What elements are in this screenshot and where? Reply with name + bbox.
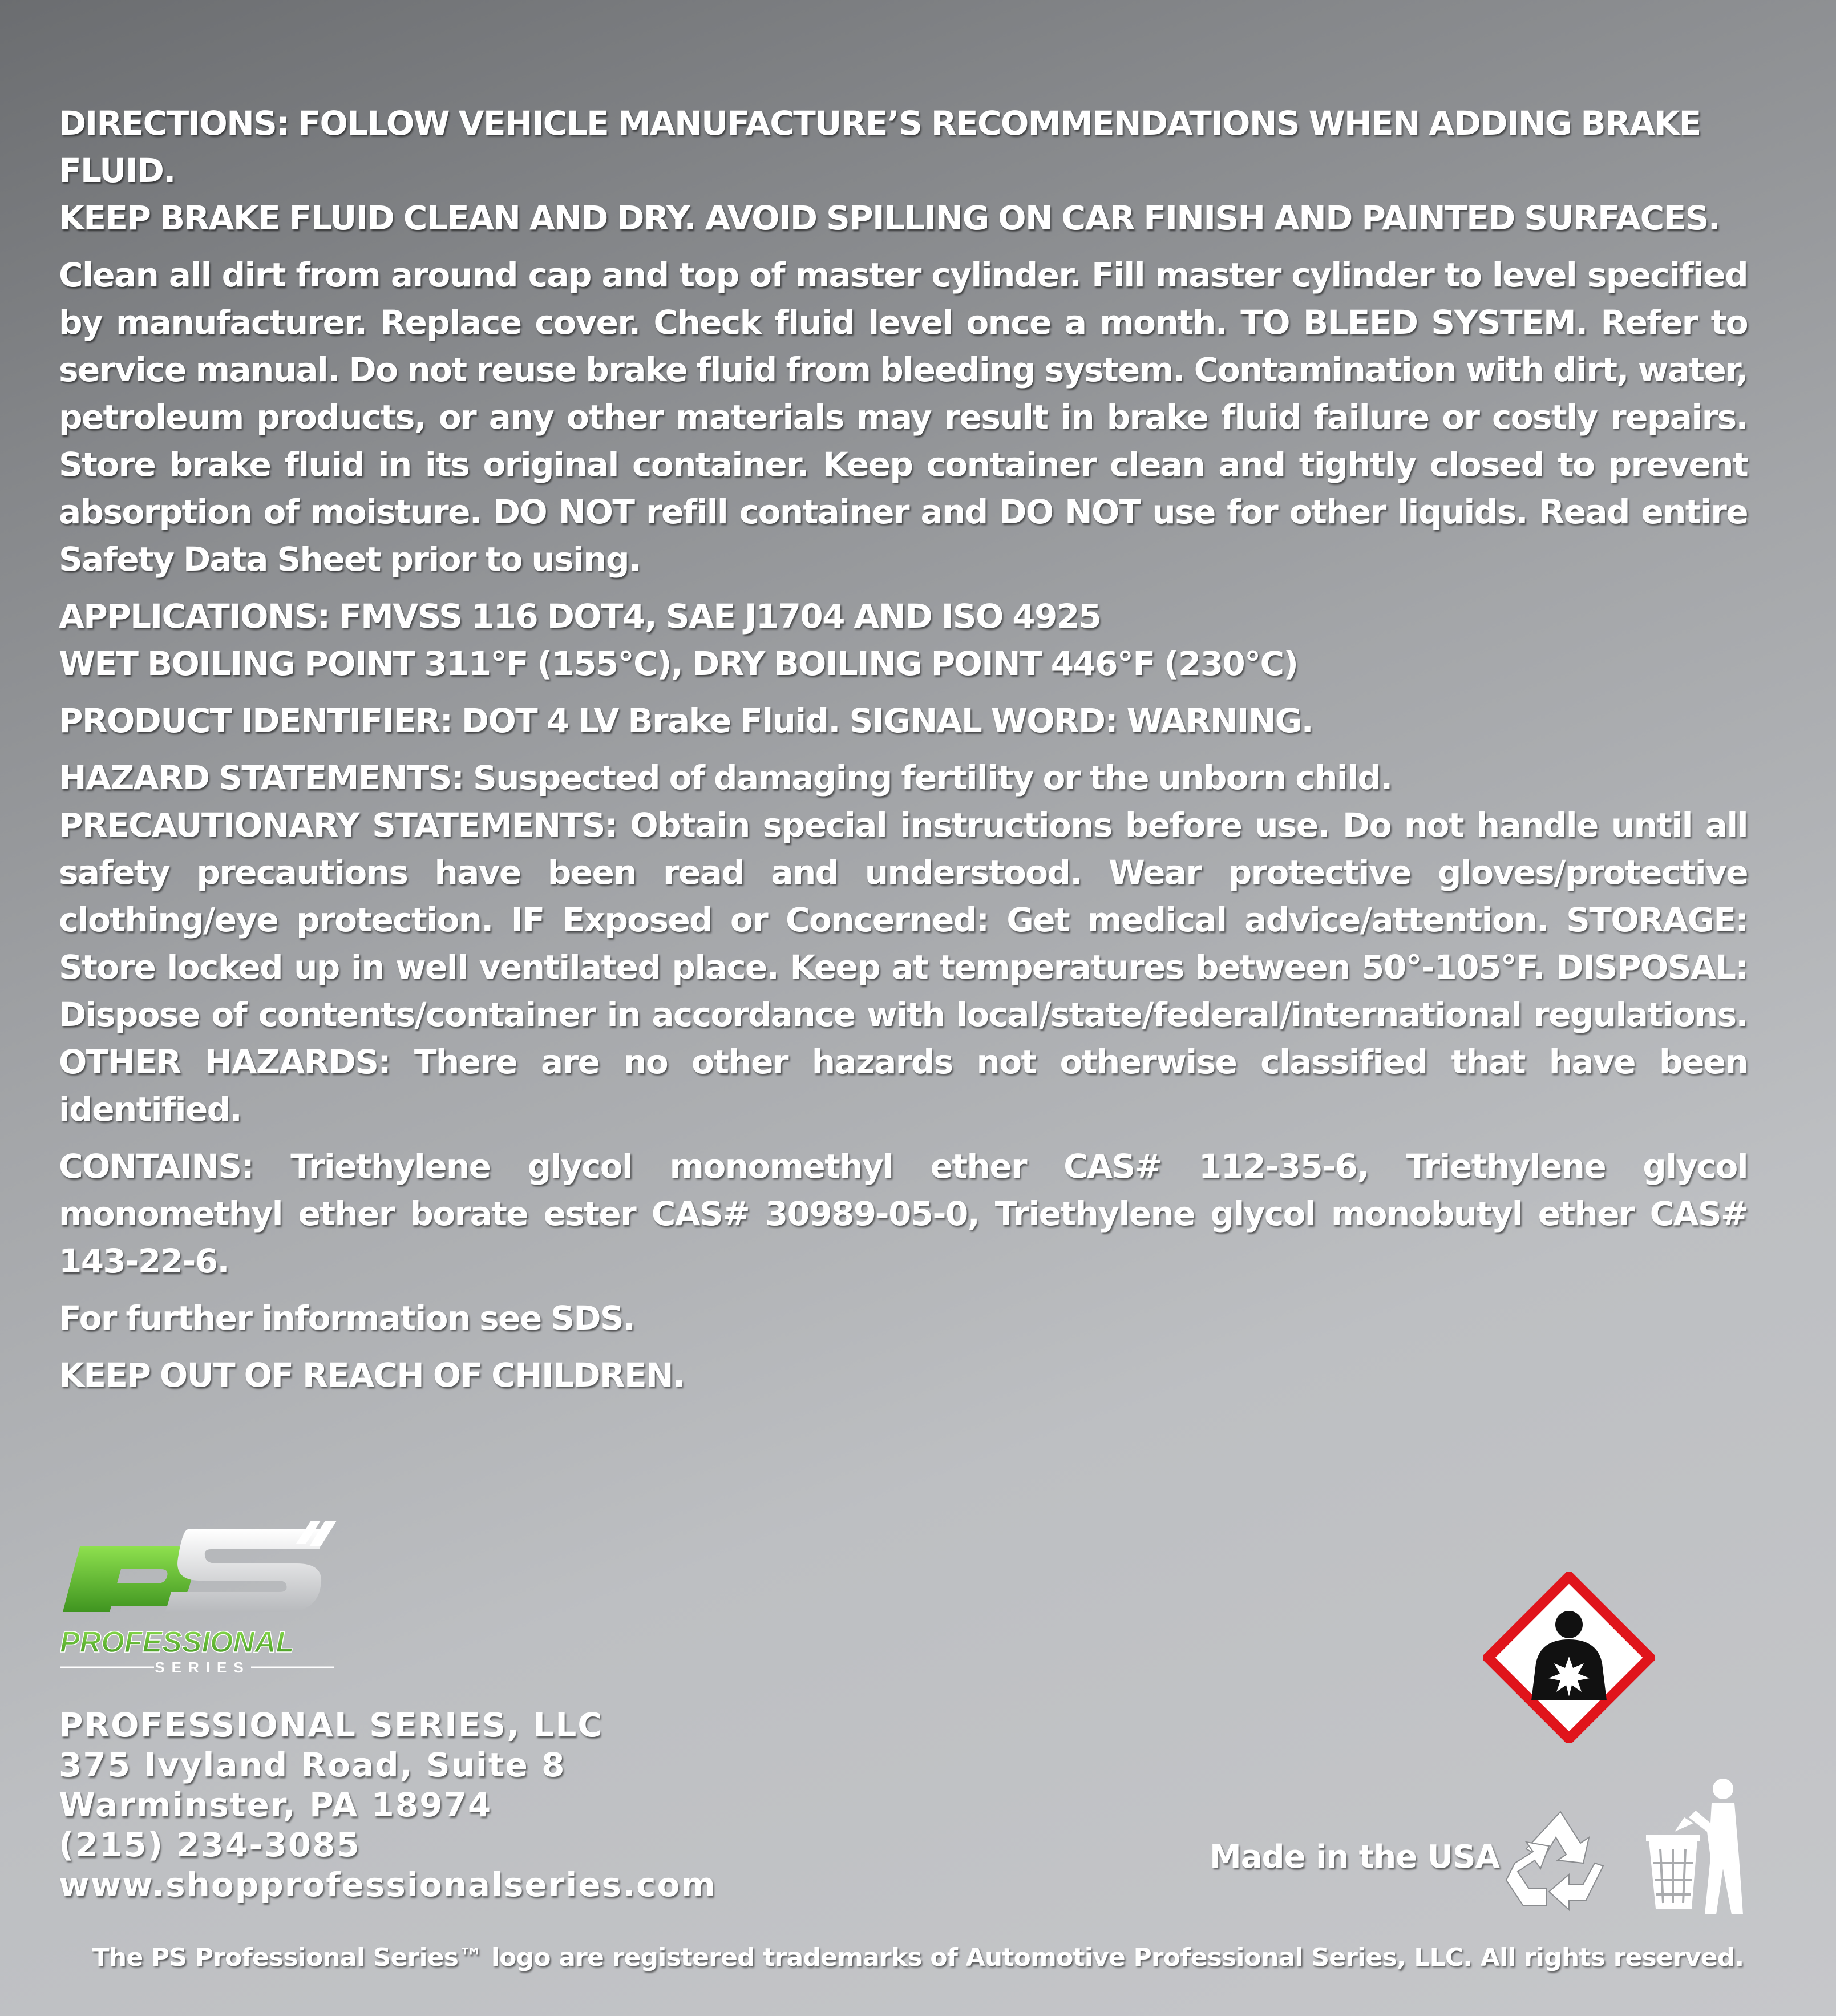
health-hazard-icon bbox=[1483, 1572, 1655, 1743]
further-info: For further information see SDS. bbox=[59, 1299, 635, 1338]
boiling-point-line: WET BOILING POINT 311°F (155°C), DRY BOILING POINT 446°F (230°C) bbox=[59, 644, 1298, 683]
company-address-line-2: Warminster, PA 18974 bbox=[59, 1785, 492, 1824]
company-info bbox=[59, 1705, 717, 1905]
applications-block bbox=[59, 593, 1748, 688]
svg-text:PROFESSIONAL: PROFESSIONAL bbox=[60, 1626, 294, 1659]
directions-heading bbox=[59, 100, 1748, 242]
tidyman-disposal-icon bbox=[1643, 1777, 1746, 1917]
directions-line-2: KEEP BRAKE FLUID CLEAN AND DRY. AVOID SPILLING ON CAR FINISH AND PAINTED SURFACES. bbox=[59, 199, 1720, 237]
keep-out-warning: KEEP OUT OF REACH OF CHILDREN. bbox=[59, 1356, 685, 1395]
recycle-icon bbox=[1503, 1806, 1617, 1914]
company-website: www.shopprofessionalseries.com bbox=[59, 1865, 717, 1904]
company-phone: (215) 234-3085 bbox=[59, 1825, 361, 1864]
ps-professional-series-logo bbox=[57, 1512, 342, 1683]
applications-line: APPLICATIONS: FMVSS 116 DOT4, SAE J1704 AND ISO 4925 bbox=[59, 597, 1101, 636]
hazard-statements: HAZARD STATEMENTS: Suspected of damaging fertility or the unborn child. bbox=[59, 758, 1392, 797]
svg-text:SERIES: SERIES bbox=[155, 1659, 250, 1676]
made-in-usa: Made in the USA bbox=[1210, 1839, 1499, 1876]
company-address-line-1: 375 Ivyland Road, Suite 8 bbox=[59, 1746, 566, 1784]
company-name: PROFESSIONAL SERIES, LLC bbox=[59, 1706, 603, 1744]
label-text bbox=[59, 100, 1748, 1409]
product-identifier: PRODUCT IDENTIFIER: DOT 4 LV Brake Fluid. SIGNAL WORD: WARNING. bbox=[59, 701, 1313, 740]
precautionary-statements: PRECAUTIONARY STATEMENTS: Obtain special instructions before use. Do not handle until all safety precautions have been read and understood. Wear protective gloves/protective clothing/eye protection. IF Exposed or Concerned: Get medical advice/attention. STORAGE: Store locked up in well ventilated place. Keep at temperatures between 50°-105°F. DISPOSAL: Dispose of contents/container in accordance with local/state/federal/international regulations. OTHER HAZARDS: There are no other hazards not otherwise classified that have been identified. bbox=[59, 806, 1748, 1129]
directions-line-1: DIRECTIONS: FOLLOW VEHICLE MANUFACTURE’S RECOMMENDATIONS WHEN ADDING BRAKE FLUID. bbox=[59, 104, 1701, 190]
instructions-paragraph: Clean all dirt from around cap and top of master cylinder. Fill master cylinder to level specified by manufacturer. Replace cover. Check fluid level once a month. TO BLEED SYSTEM. Refer to service manual. Do not reuse brake fluid from bleeding system. Contamination with dirt, water, petroleum products, or any other materials may result in brake fluid failure or costly repairs. Store brake fluid in its original container. Keep container clean and tightly closed to prevent absorption of moisture. DO NOT refill container and DO NOT use for other liquids. Read entire Safety Data Sheet prior to using. bbox=[59, 256, 1748, 579]
contains-statement: CONTAINS: Triethylene glycol monomethyl ether CAS# 112-35-6, Triethylene glycol monomethyl ether borate ester CAS# 30989-05-0, Triethylene glycol monobutyl ether CAS# 143-22-6. bbox=[59, 1147, 1748, 1280]
ps-logo-icon bbox=[57, 1512, 342, 1683]
trademark-notice: The PS Professional Series™ logo are registered trademarks of Automotive Professional Series, LLC. All rights reserved. bbox=[92, 1943, 1744, 1972]
